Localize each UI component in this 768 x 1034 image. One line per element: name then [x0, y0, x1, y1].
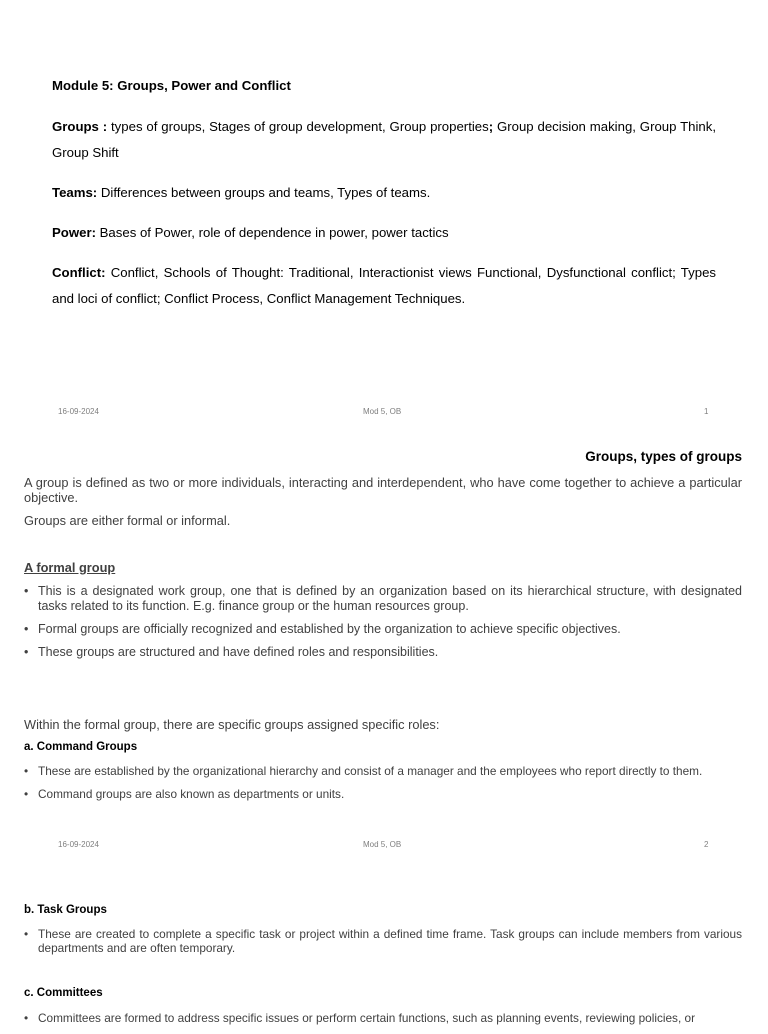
groups-semicolon: ; — [488, 119, 494, 134]
command-groups-heading: a. Command Groups — [24, 741, 138, 753]
groups-paragraph — [52, 114, 716, 166]
slide-title: Groups, types of groups — [585, 449, 742, 464]
formal-group-heading: A formal group — [24, 560, 116, 575]
list-item: • Formal groups are officially recognized and established by the organization to achieve specific objectives. — [24, 622, 621, 636]
teams-label: Teams: — [52, 185, 98, 200]
footer-center: Mod 5, OB — [363, 407, 402, 416]
list-item: • These groups are structured and have defined roles and responsibilities. — [24, 645, 439, 659]
conflict-text: Conflict, Schools of Thought: Traditional, Interactionist views Functional, Dysfunctional conflict; Types and loci of conflict; Conflict Process, Conflict Management Techniques. — [52, 265, 716, 306]
power-label: Power: — [52, 225, 96, 240]
task-groups-bullet-list — [24, 927, 742, 964]
module-title: Module 5: Groups, Power and Conflict — [52, 78, 291, 93]
conflict-label: Conflict: — [52, 265, 106, 280]
power-paragraph — [52, 220, 716, 246]
footer-page-number: 2 — [704, 840, 709, 849]
bullet-icon: • — [24, 645, 29, 659]
committees-heading: c. Committees — [24, 987, 103, 999]
teams-paragraph — [52, 180, 716, 206]
bullet-icon: • — [24, 584, 29, 598]
formal-group-bullet-list — [24, 584, 742, 668]
teams-text: Differences between groups and teams, Types of teams. — [97, 185, 431, 200]
list-item: • Committees are formed to address specific issues or perform certain functions, such as planning events, reviewing policies, or — [24, 1011, 695, 1025]
slide-3 — [0, 866, 768, 1024]
bullet-icon: • — [24, 927, 29, 941]
committees-bullet-list — [24, 1011, 742, 1034]
intro-paragraph: A group is defined as two or more individuals, interacting and interdependent, who have come together to achieve a particular objective. — [24, 475, 742, 505]
command-groups-bullet-list — [24, 764, 742, 810]
bullet-icon: • — [24, 764, 29, 778]
footer-date: 16-09-2024 — [58, 407, 99, 416]
groups-text-2: Group decision making, Group Think, Group Shift — [52, 119, 716, 160]
conflict-paragraph — [52, 260, 716, 312]
list-item: • These are created to complete a specific task or project within a defined time frame. Task groups can include members from various departments and are often temporary. — [24, 927, 742, 955]
footer-page-number: 1 — [704, 407, 709, 416]
power-text: Bases of Power, role of dependence in power, power tactics — [95, 225, 449, 240]
groups-label: Groups : — [52, 119, 108, 134]
list-item: • This is a designated work group, one that is defined by an organization based on its hierarchical structure, with designated tasks related to its function. E.g. finance group or the human resources group. — [24, 584, 742, 613]
intro-paragraph-2: Groups are either formal or informal. — [24, 513, 231, 528]
within-formal-group-text: Within the formal group, there are specific groups assigned specific roles: — [24, 717, 440, 732]
groups-text: types of groups, Stages of group development, Group properties — [107, 119, 489, 134]
slide-2 — [0, 433, 768, 866]
footer-date: 16-09-2024 — [58, 840, 99, 849]
bullet-icon: • — [24, 787, 29, 801]
bullet-icon: • — [24, 1011, 29, 1025]
footer-center: Mod 5, OB — [363, 840, 402, 849]
list-item: • These are established by the organizational hierarchy and consist of a manager and the employees who report directly to them. — [24, 764, 703, 778]
bullet-icon: • — [24, 622, 29, 636]
list-item: • Command groups are also known as departments or units. — [24, 787, 345, 801]
slide-1 — [0, 0, 768, 433]
task-groups-heading: b. Task Groups — [24, 904, 107, 916]
